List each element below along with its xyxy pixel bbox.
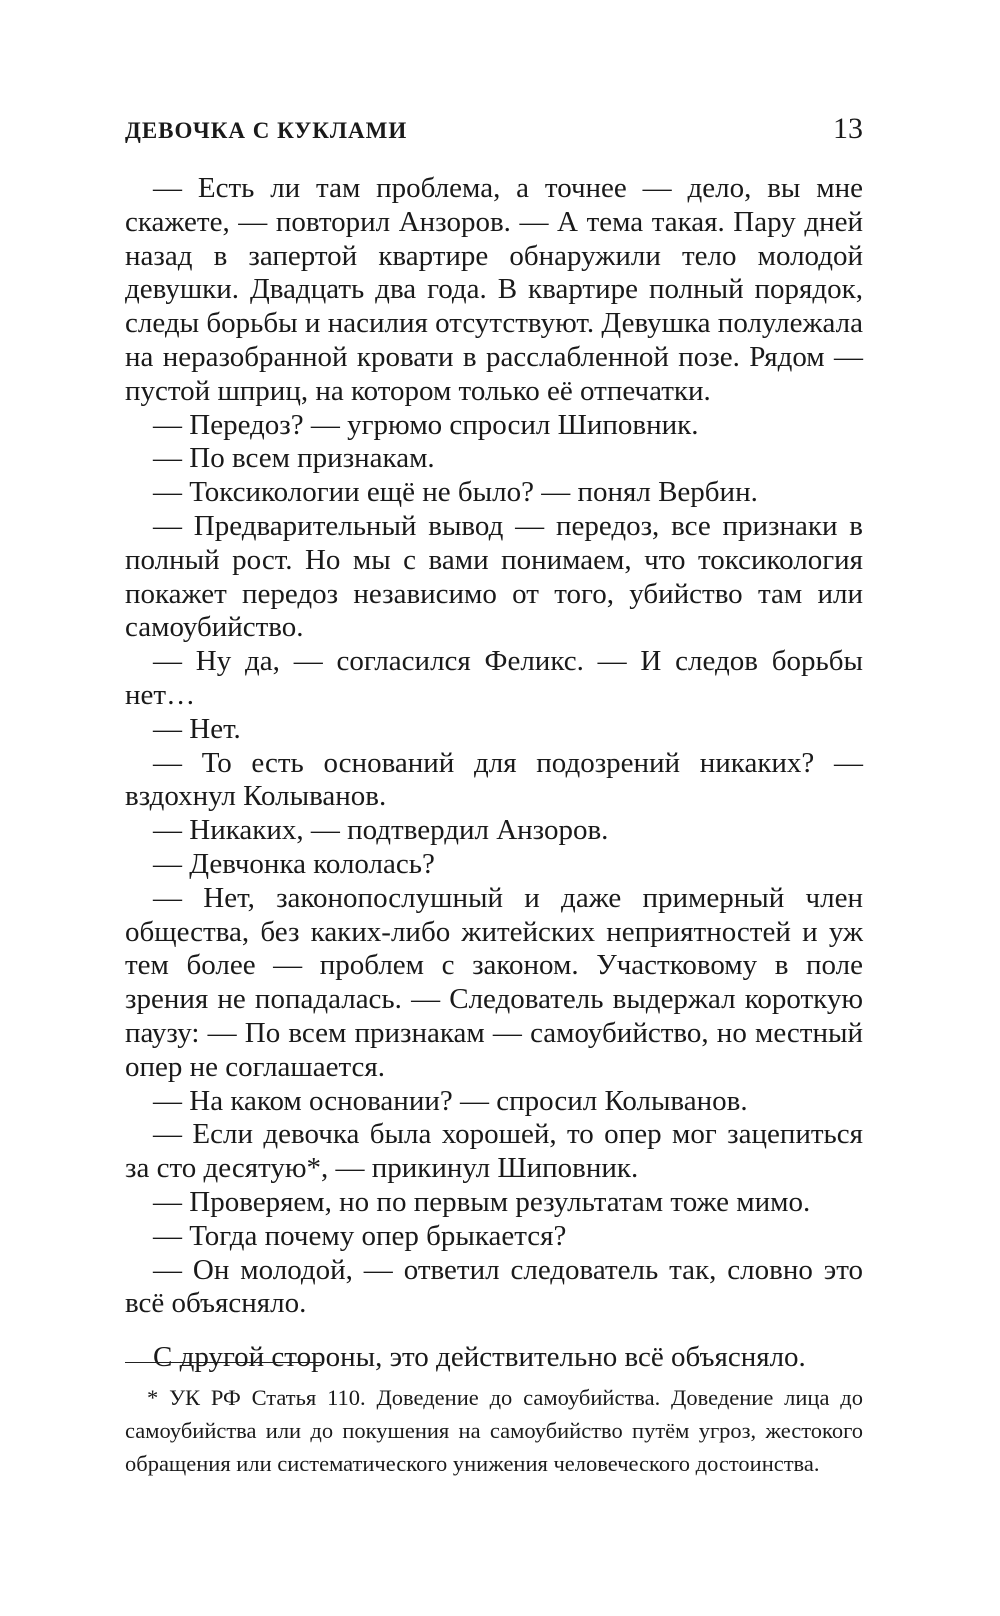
paragraph-1: — Есть ли там проблема, а точнее — дело, вы мне скажете, — повторил Анзоров. — А тема такая. Пару дней назад в запертой квартире обнаружили тело молодой девушки. Двадцать два года. В квартире полный порядок, следы борьбы и насилия отсутствуют. Девушка полулежала на неразобранной кровати в расслабленной позе. Рядом — пустой шприц, на котором только её отпечатки. [125, 172, 863, 407]
paragraph-14: — Проверяем, но по первым результатам тоже мимо. [153, 1185, 811, 1218]
paragraph-4: — Токсикологии ещё не было? — понял Вербин. [153, 476, 758, 509]
footnote-divider [125, 1362, 321, 1363]
closing-paragraph: С другой стороны, это действительно всё объясняло. [153, 1341, 806, 1374]
paragraph-9: — Никаких, — подтвердил Анзоров. [153, 814, 609, 847]
paragraph-8: — То есть оснований для подозрений никаких? — вздохнул Колыванов. [125, 746, 863, 813]
body-text [125, 172, 863, 1375]
paragraph-6: — Ну да, — согласился Феликс. — И следов борьбы нет… [125, 645, 863, 711]
book-title: ДЕВОЧКА С КУКЛАМИ [125, 118, 408, 143]
paragraph-3: — По всем признакам. [153, 442, 435, 475]
paragraph-10: — Девчонка кололась? [153, 847, 435, 880]
running-head [125, 112, 863, 152]
footnote: * УК РФ Статья 110. Доведение до самоубийства. Доведение лица до самоубийства или до покушения на самоубийство путём угроз, жестокого обращения или систематического унижения человеческого достоинства. [125, 1385, 863, 1476]
paragraph-12: — На каком основании? — спросил Колыванов. [153, 1084, 748, 1117]
paragraph-16: — Он молодой, — ответил следователь так, словно это всё объясняло. [125, 1253, 863, 1320]
paragraph-15: — Тогда почему опер брыкается? [153, 1219, 567, 1252]
paragraph-11: — Нет, законопослушный и даже примерный член общества, без каких-либо житейских неприятностей и уж тем более — проблем с законом. Участковому в поле зрения не попадалась. — Следователь выдержал короткую паузу: — По всем признакам — самоубийство, но местный опер не соглашается. [125, 881, 863, 1083]
paragraph-7: — Нет. [153, 712, 241, 745]
page-number: 13 [833, 112, 863, 145]
paragraph-13: — Если девочка была хорошей, то опер мог зацепиться за сто десятую*, — прикинул Шиповник. [125, 1118, 863, 1185]
paragraph-5: — Предварительный вывод — передоз, все признаки в полный рост. Но мы с вами понимаем, что токсикология покажет передоз независимо от того, убийство там или самоубийство. [125, 509, 863, 644]
paragraph-2: — Передоз? — угрюмо спросил Шиповник. [153, 408, 699, 441]
